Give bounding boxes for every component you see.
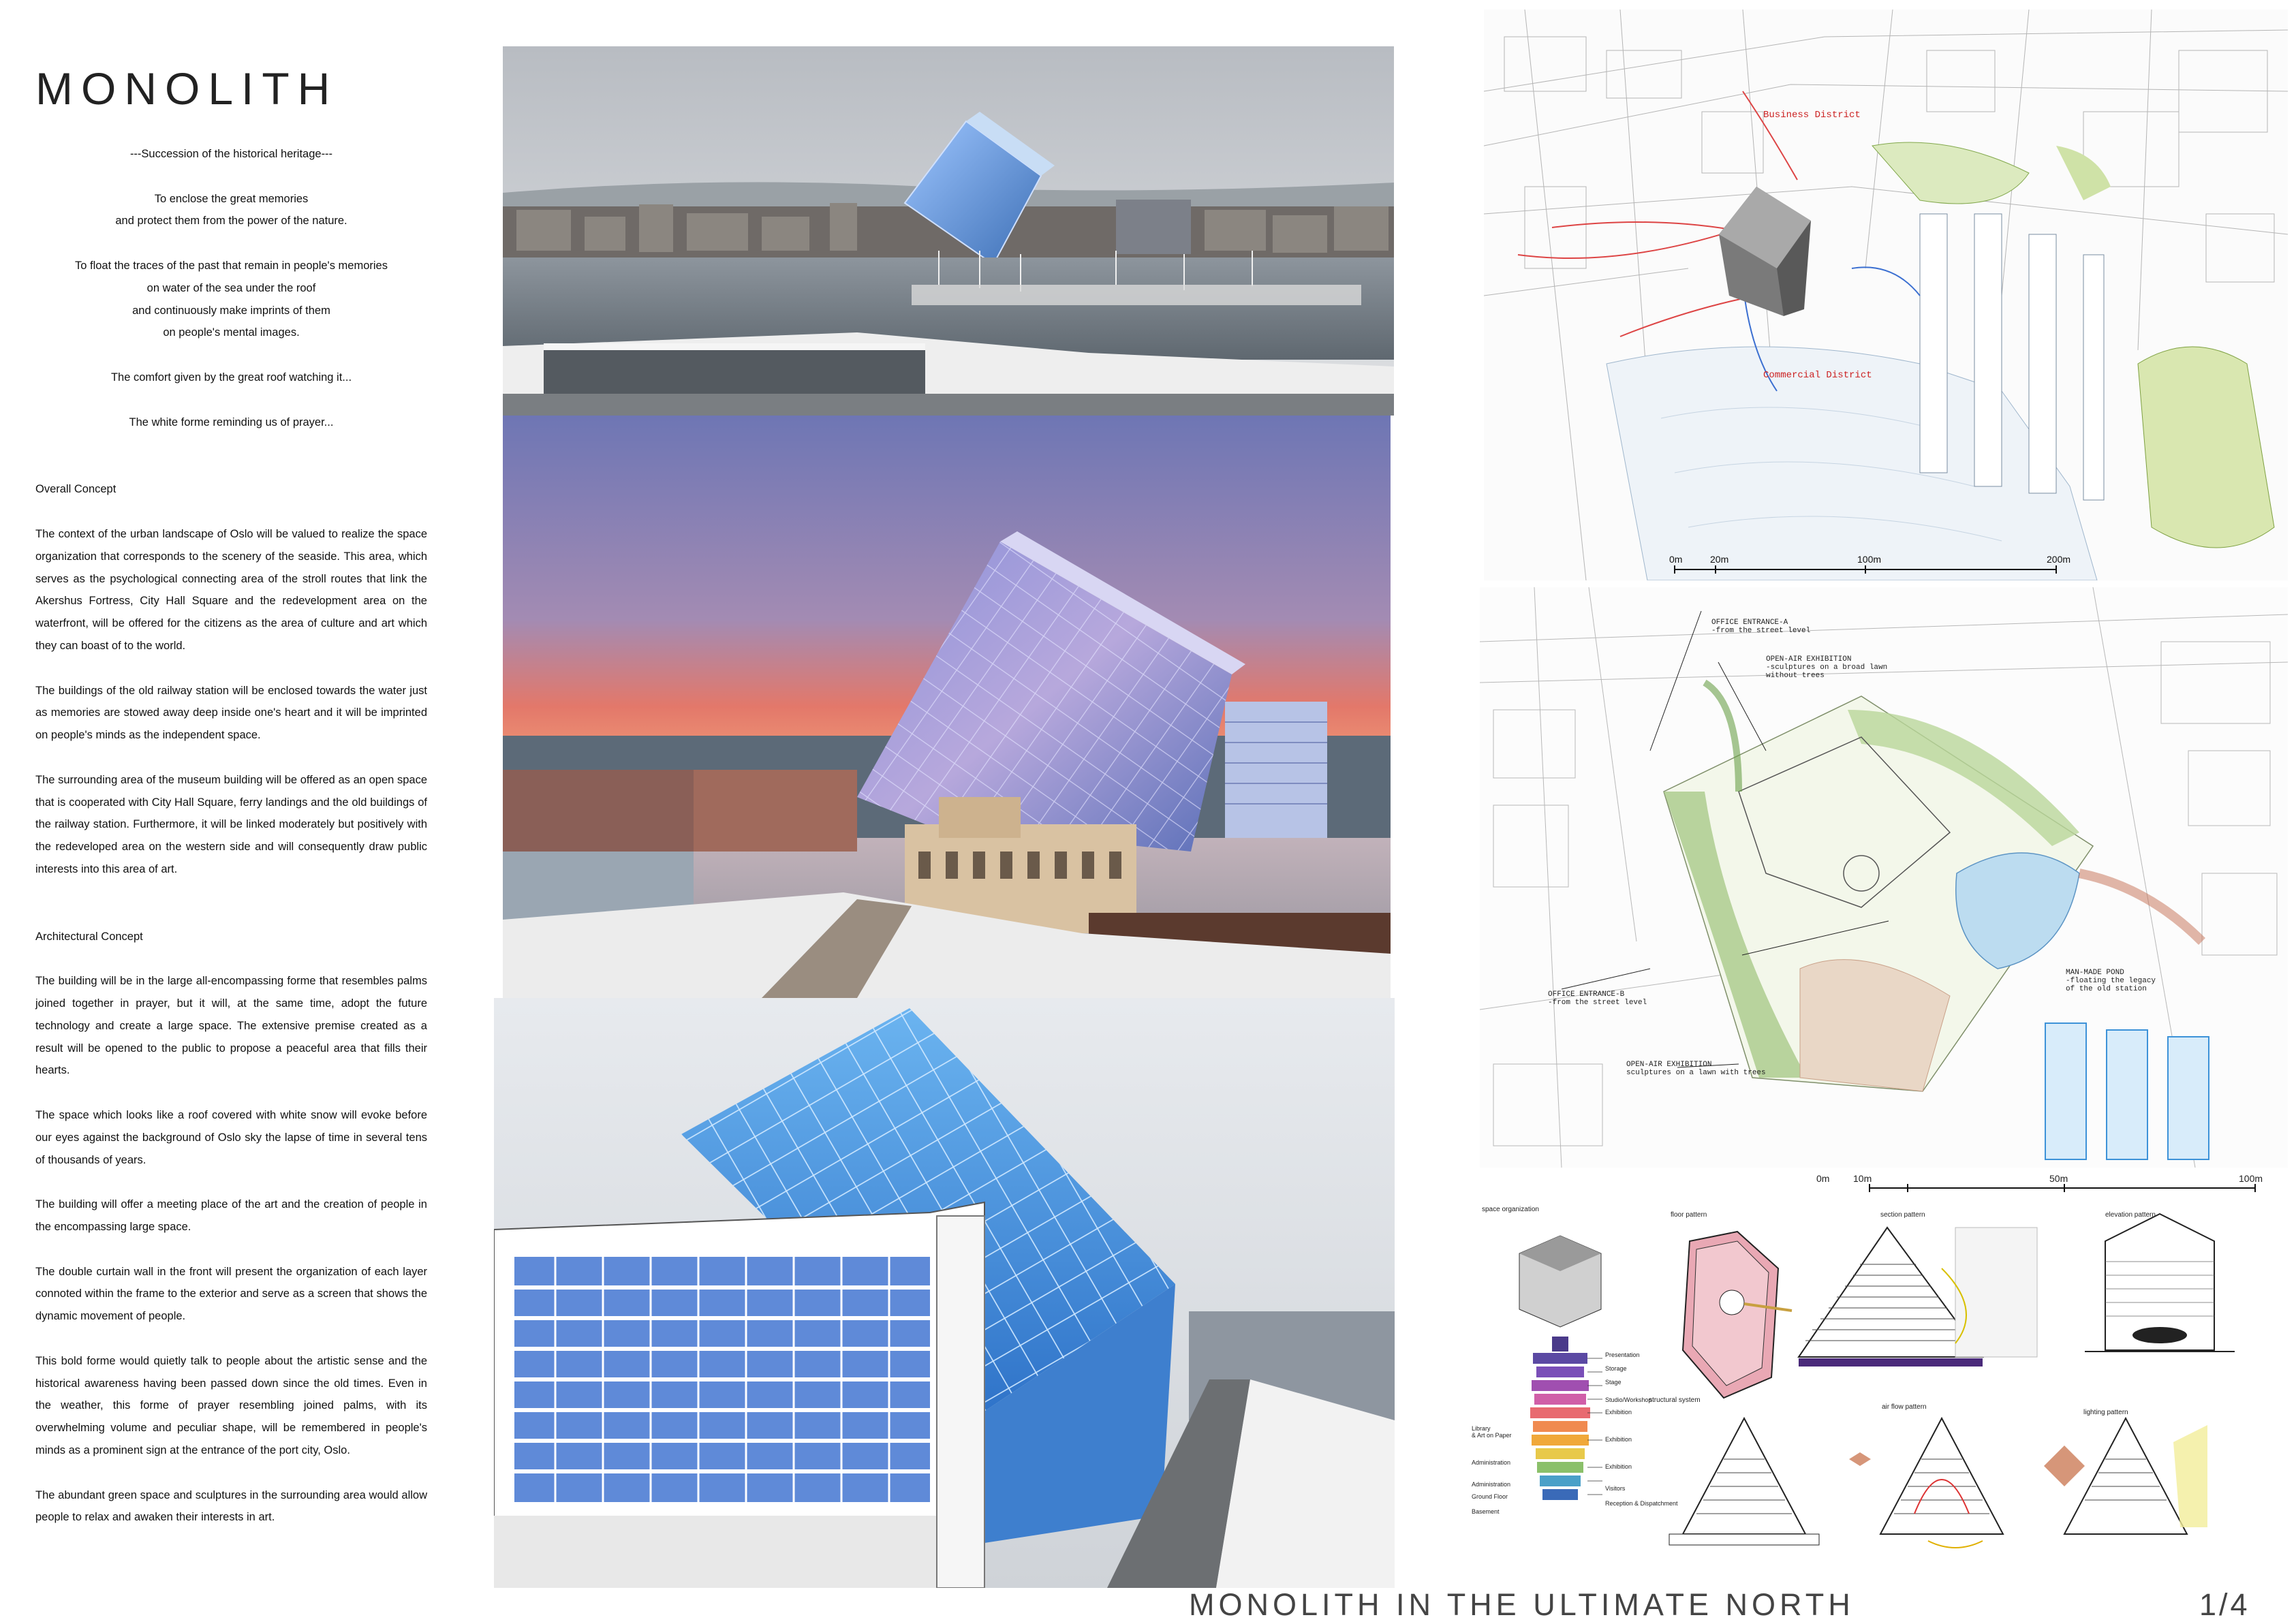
space-left-label: Ground Floor — [1472, 1493, 1508, 1500]
arch-paragraph: The building will be in the large all-encompassing forme that resembles palms joined together in prayer, but it will, at the same time, adopt the future technology and create a large space. The extensive premise created as a result will be opened to the public to propose a peaceful area that fills their hearts. — [35, 975, 427, 1077]
overall-paragraph: The surrounding area of the museum building will be offered as an open space that is cooperated with City Hall Square, ferry landings and the old buildings of the railway station. Furthermore, it will be linked moderately but positively with the redeveloped area on the western side and will consequently draw public interests into this area of art. — [35, 773, 427, 875]
space-label: Exhibition — [1605, 1463, 1632, 1470]
title-elevation-pattern: elevation pattern — [2105, 1211, 2156, 1219]
title-air-flow-pattern: air flow pattern — [1882, 1403, 1927, 1411]
arch-paragraph: The building will offer a meeting place of the art and the creation of people in the encompassing large space. — [35, 1198, 427, 1234]
poem-line: ---Succession of the historical heritage--- — [129, 148, 333, 160]
space-label: Exhibition — [1605, 1409, 1632, 1416]
space-left-label: Basement — [1472, 1508, 1500, 1515]
site-scale-0: 0m — [1669, 554, 1683, 565]
page-number: 1/4 — [2199, 1587, 2250, 1622]
label-open-air-exhibition-broad-lawn: OPEN-AIR EXHIBITION -sculptures on a broad lawn without trees — [1766, 655, 1888, 680]
arch-paragraph: The abundant green space and sculptures in the surrounding area would allow people to relax and awaken their interests in art. — [35, 1488, 427, 1524]
architectural-concept-heading: Architectural Concept — [35, 930, 143, 943]
space-label: Studio/Workshop — [1605, 1396, 1652, 1403]
site-plan-drawing — [1484, 10, 2288, 580]
space-label: Stage — [1605, 1379, 1622, 1386]
concept-text-column — [35, 143, 427, 1551]
site-label-commercial: Commercial District — [1763, 370, 1872, 381]
diagram-panel — [1451, 1173, 2288, 1582]
space-label: Storage — [1605, 1365, 1627, 1372]
overall-paragraph: The context of the urban landscape of Oslo will be valued to realize the space organization that corresponds to the scenery of the seaside. This area, which serves as the psychological connecting area of the stroll routes that link the Akershus Fortress, City Hall Square and the redevelopment area on the waterfront, will be offered for the citizens as the area of culture and art which they can boast of to the world. — [35, 527, 427, 652]
page-title: MONOLITH — [35, 63, 339, 114]
poem-line: The comfort given by the great roof watching it... — [110, 371, 352, 384]
space-left-label: Administration — [1472, 1459, 1511, 1466]
space-label: Visitors — [1605, 1485, 1626, 1492]
title-space-organization: space organization — [1482, 1206, 1539, 1213]
space-label: Exhibition — [1605, 1436, 1632, 1443]
title-section-pattern: section pattern — [1880, 1211, 1925, 1219]
poem-line: To float the traces of the past that remain in people's memories on water of the sea under the roof and continuously make imprints of them on people's mental images. — [75, 259, 388, 339]
title-structural-system: structural system — [1649, 1396, 1701, 1404]
label-open-air-exhibition-trees: OPEN-AIR EXHIBITION sculptures on a lawn with trees — [1626, 1061, 1766, 1077]
site-scale-100: 100m — [1857, 554, 1882, 565]
diagram-scale-100: 100m — [2239, 1173, 2263, 1184]
space-left-label: Library & Art on Paper — [1472, 1425, 1512, 1439]
space-label: Presentation — [1605, 1352, 1640, 1358]
space-left-label: Administration — [1472, 1481, 1511, 1488]
footer-title: MONOLITH IN THE ULTIMATE NORTH — [1189, 1587, 1855, 1622]
harbor-photo — [503, 46, 1394, 416]
poem-line: To enclose the great memories and protect them from the power of the nature. — [115, 192, 347, 228]
overall-paragraph: The buildings of the old railway station will be enclosed towards the water just as memories are stowed away deep inside one's heart and it will be imprinted on people's minds as the independent space. — [35, 684, 427, 742]
label-office-entrance-a: OFFICE ENTRANCE-A -from the street level — [1711, 619, 1811, 635]
arch-paragraph: The double curtain wall in the front will present the organization of each layer connoted within the frame to the exterior and serve as a screen that shows the dynamic movement of people. — [35, 1265, 427, 1323]
label-man-made-pond: MAN-MADE POND -floating the legacy of the old station — [2066, 969, 2156, 993]
poem-block — [35, 143, 427, 433]
arch-paragraph: This bold forme would quietly talk to people about the artistic sense and the historical awareness having been passed down since the old times. Even in the weather, this forme of prayer resembling joined palms, with its overwhelming volume and peculiar shape, will be remembered in people's minds as a prominent sign at the entrance of the port city, Oslo. — [35, 1354, 427, 1457]
overall-concept-heading: Overall Concept — [35, 483, 117, 496]
poem-line: The white forme reminding us of prayer... — [129, 416, 334, 428]
diagram-scale-10: 10m — [1853, 1173, 1872, 1184]
diagram-scale-0: 0m — [1816, 1173, 1830, 1184]
diagram-scale-50: 50m — [2049, 1173, 2068, 1184]
space-label: Reception & Dispatchment — [1605, 1500, 1678, 1507]
site-label-business: Business District — [1763, 110, 1861, 121]
dusk-rendering-photo — [503, 416, 1391, 998]
title-floor-pattern: floor pattern — [1671, 1211, 1707, 1219]
site-scale-200: 200m — [2047, 554, 2071, 565]
title-lighting-pattern: lighting pattern — [2083, 1409, 2128, 1416]
landscape-plan-drawing — [1480, 587, 2288, 1168]
glass-rendering-photo — [494, 998, 1395, 1588]
arch-paragraph: The space which looks like a roof covered with white snow will evoke before our eyes against the background of Oslo sky the lapse of time in several tens of thousands of years. — [35, 1109, 427, 1166]
site-scale-20: 20m — [1710, 554, 1729, 565]
label-office-entrance-b: OFFICE ENTRANCE-B -from the street level — [1548, 990, 1647, 1007]
